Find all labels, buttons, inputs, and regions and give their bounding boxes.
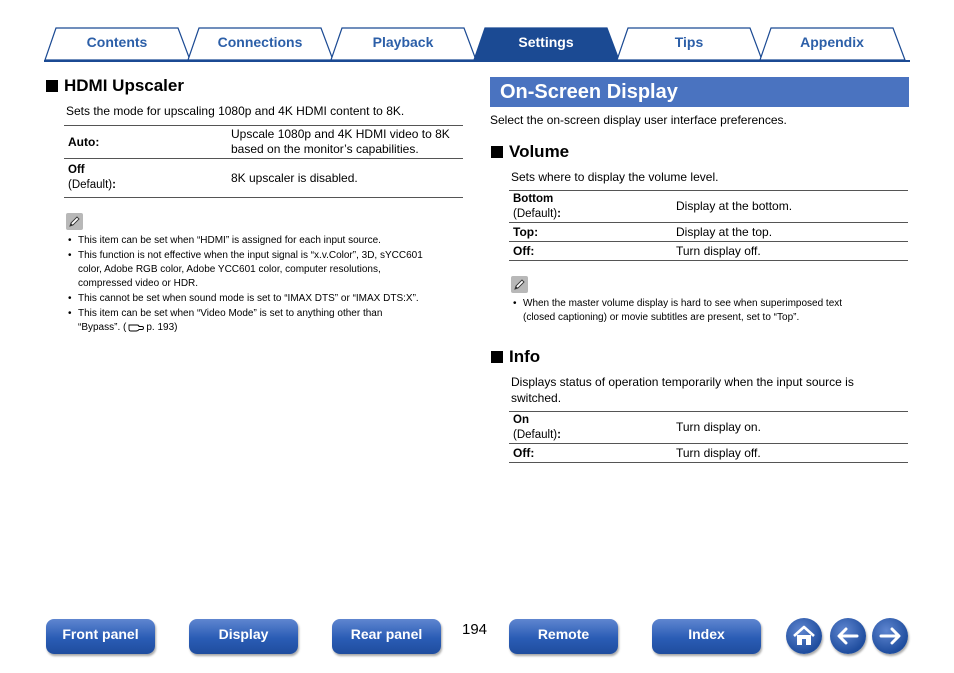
hdmi-upscaler-notes bbox=[66, 234, 466, 338]
option-default-tag: (Default) bbox=[513, 428, 558, 441]
rear-panel-button[interactable]: Rear panel bbox=[332, 619, 441, 654]
info-heading-text: Info bbox=[509, 347, 541, 366]
note-text: • When the master volume display is hard to see when superimposed text bbox=[523, 298, 843, 309]
index-button[interactable]: Index bbox=[652, 619, 761, 654]
tab-tips[interactable]: Tips bbox=[674, 34, 704, 50]
option-value: Turn display on. bbox=[676, 420, 761, 434]
osd-intro: Select the on-screen display user interface preferences. bbox=[490, 113, 787, 127]
table-row bbox=[509, 191, 908, 223]
volume-heading bbox=[491, 142, 569, 162]
option-value: Turn display off. bbox=[676, 243, 761, 258]
option-value: Display at the top. bbox=[676, 224, 773, 239]
list-item bbox=[66, 234, 466, 248]
tab-appendix[interactable]: Appendix bbox=[800, 34, 864, 50]
option-colon: : bbox=[557, 428, 561, 441]
note-text: compressed video or HDR. bbox=[78, 278, 199, 289]
volume-table bbox=[509, 190, 908, 261]
option-key bbox=[509, 191, 672, 223]
arrow-left-icon bbox=[830, 618, 866, 654]
info-heading bbox=[491, 347, 540, 367]
note-text: This cannot be set when sound mode is set to “IMAX DTS” or “IMAX DTS:X”. bbox=[78, 293, 419, 304]
tab-contents[interactable]: Contents bbox=[86, 34, 148, 50]
hdmi-upscaler-table bbox=[64, 125, 463, 198]
back-button[interactable] bbox=[830, 618, 866, 654]
option-key bbox=[509, 412, 672, 444]
table-row bbox=[509, 242, 908, 261]
table-row bbox=[509, 444, 908, 463]
option-key: Auto: bbox=[68, 134, 100, 149]
note-text: “Bypass”. ( bbox=[78, 322, 127, 333]
section-square-icon bbox=[46, 80, 58, 92]
pencil-note-icon bbox=[66, 213, 83, 230]
arrow-right-icon bbox=[872, 618, 908, 654]
info-description bbox=[511, 374, 854, 406]
option-key-name: Off bbox=[68, 164, 85, 176]
page-number: 194 bbox=[462, 621, 488, 638]
option-key: Top: bbox=[513, 224, 539, 239]
option-key bbox=[64, 159, 227, 198]
option-value: 8K upscaler is disabled. bbox=[231, 170, 358, 185]
note-text: This item can be set when “HDMI” is assigned for each input source. bbox=[78, 235, 381, 246]
list-item bbox=[66, 307, 466, 337]
pencil-note-icon bbox=[511, 276, 528, 293]
note-text: color, Adobe RGB color, Adobe YCC601 color, computer resolutions, bbox=[78, 264, 381, 275]
home-icon bbox=[786, 618, 822, 654]
option-value: Turn display off. bbox=[676, 445, 761, 460]
option-value: Display at the bottom. bbox=[676, 199, 793, 213]
page-title: On-Screen Display bbox=[490, 77, 909, 107]
note-text: • This item can be set when “Video Mode” is set to anything other than bbox=[78, 308, 383, 319]
table-row bbox=[64, 126, 463, 159]
info-table bbox=[509, 411, 908, 463]
chapter-tabs bbox=[44, 27, 910, 60]
table-row bbox=[509, 412, 908, 444]
page-reference-link[interactable]: p. 193) bbox=[146, 322, 178, 333]
hdmi-upscaler-heading-text: HDMI Upscaler bbox=[64, 76, 184, 95]
option-value bbox=[227, 126, 463, 159]
volume-heading-text: Volume bbox=[509, 142, 570, 161]
list-item bbox=[66, 249, 466, 291]
remote-button[interactable]: Remote bbox=[509, 619, 618, 654]
section-square-icon bbox=[491, 351, 503, 363]
option-key: Off: bbox=[513, 445, 535, 460]
table-row bbox=[509, 223, 908, 242]
hdmi-upscaler-heading bbox=[46, 76, 184, 96]
forward-button[interactable] bbox=[872, 618, 908, 654]
info-description-line: switched. bbox=[511, 391, 562, 405]
option-key-name: Bottom bbox=[513, 192, 554, 205]
home-button[interactable] bbox=[786, 618, 822, 654]
volume-description: Sets where to display the volume level. bbox=[511, 170, 719, 184]
option-colon: : bbox=[557, 207, 561, 220]
option-key: Off: bbox=[513, 243, 535, 258]
pointing-hand-icon[interactable] bbox=[128, 322, 144, 337]
hdmi-upscaler-description: Sets the mode for upscaling 1080p and 4K HDMI content to 8K. bbox=[66, 104, 405, 118]
option-default-tag: (Default) bbox=[513, 207, 558, 220]
note-text: (closed captioning) or movie subtitles are present, set to “Top”. bbox=[523, 312, 800, 323]
tab-settings[interactable]: Settings bbox=[518, 34, 574, 50]
display-button[interactable]: Display bbox=[189, 619, 298, 654]
tab-underline bbox=[44, 60, 910, 62]
list-item bbox=[66, 292, 466, 306]
volume-notes bbox=[511, 297, 909, 326]
option-default-tag: (Default) bbox=[68, 179, 113, 191]
option-value-line: Upscale 1080p and 4K HDMI video to 8K bbox=[231, 127, 450, 141]
option-value-line: based on the monitor’s capabilities. bbox=[231, 142, 419, 156]
tab-connections[interactable]: Connections bbox=[217, 34, 303, 50]
list-item bbox=[511, 297, 909, 325]
table-row bbox=[64, 159, 463, 198]
section-square-icon bbox=[491, 146, 503, 158]
info-description-line: Displays status of operation temporarily when the input source is bbox=[511, 375, 854, 389]
note-text: • This function is not effective when the input signal is “x.v.Color”, 3D, sYCC601 bbox=[78, 250, 423, 261]
option-colon: : bbox=[112, 179, 116, 191]
front-panel-button[interactable]: Front panel bbox=[46, 619, 155, 654]
tab-playback[interactable]: Playback bbox=[372, 34, 434, 50]
option-key-name: On bbox=[513, 413, 529, 426]
